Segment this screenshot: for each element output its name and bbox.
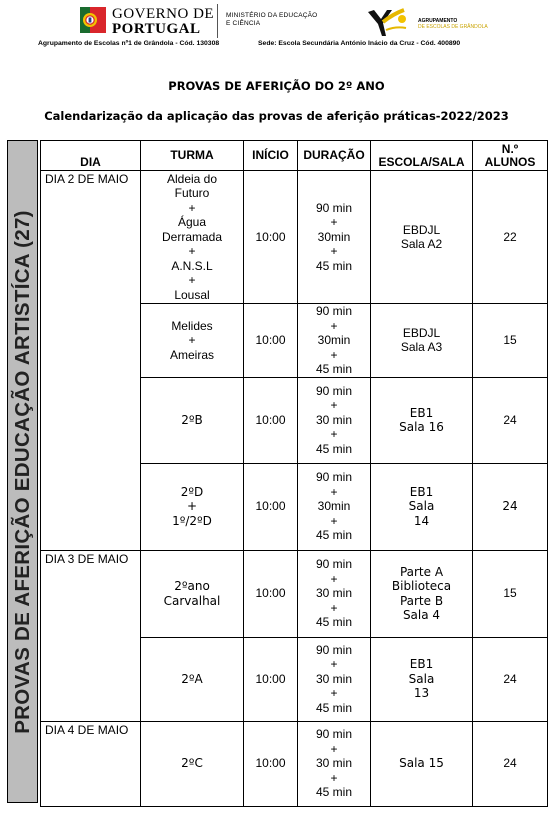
duracao-cell: 90 min + 30 min + 45 min (298, 550, 371, 637)
turma-cell: 2ºB (141, 377, 244, 463)
day-cell: DIA 4 DE MAIO (41, 721, 141, 806)
gov-line-1: GOVERNO DE (112, 6, 215, 22)
table-header-row (41, 141, 548, 171)
col-header-escola-sala: ESCOLA/SALA (371, 141, 473, 171)
duracao-cell: 90 min + 30min + 45 min (298, 171, 371, 304)
duracao-cell: 90 min + 30 min + 45 min (298, 721, 371, 806)
ministry-line-2: E CIÊNCIA (226, 20, 261, 27)
turma-cell: 2ºC (141, 721, 244, 806)
header-divider (217, 4, 218, 38)
col-header-alunos: N.º ALUNOS (473, 141, 548, 171)
school-logo-sub: DE ESCOLAS DE GRÂNDOLA (418, 24, 488, 30)
day-cell: DIA 2 DE MAIO (41, 171, 141, 551)
inicio-cell: 10:00 (244, 377, 298, 463)
escola-sala-cell: EB1 Sala 14 (371, 463, 473, 550)
address-right: Sede: Escola Secundária António Inácio da Cruz - Cód. 400890 (258, 40, 461, 47)
alunos-cell: 22 (473, 171, 548, 304)
escola-sala-cell: Sala 15 (371, 721, 473, 806)
school-logo-name: AGRUPAMENTO (418, 18, 458, 24)
address-left: Agrupamento de Escolas nº1 de Grândola - Cód. 130308 (38, 40, 220, 47)
inicio-cell: 10:00 (244, 721, 298, 806)
turma-cell: 2ºano Carvalhal (141, 550, 244, 637)
escola-sala-cell: EBDJL Sala A2 (371, 171, 473, 304)
school-logo-icon (366, 6, 414, 38)
escola-sala-cell: Parte A Biblioteca Parte B Sala 4 (371, 550, 473, 637)
ministry-line-1: MINISTÉRIO DA EDUCAÇÃO (226, 12, 318, 19)
page-header (0, 0, 553, 52)
table-row (41, 171, 548, 304)
side-label-panel (7, 140, 38, 803)
col-header-duracao: DURAÇÃO (298, 141, 371, 171)
page-subtitle: Calendarização da aplicação das provas de aferição práticas-2022/2023 (44, 109, 509, 123)
page-title: PROVAS DE AFERIÇÃO DO 2º ANO (168, 79, 385, 93)
inicio-cell: 10:00 (244, 304, 298, 378)
gov-line-2: PORTUGAL (112, 21, 201, 37)
col-header-dia: DIA (41, 141, 141, 171)
turma-cell: 2ºD + 1º/2ºD (141, 463, 244, 550)
escola-sala-cell: EBDJL Sala A3 (371, 304, 473, 378)
alunos-cell: 24 (473, 377, 548, 463)
escola-sala-cell: EB1 Sala 16 (371, 377, 473, 463)
duracao-cell: 90 min + 30min + 45 min (298, 304, 371, 378)
duracao-cell: 90 min + 30min + 45 min (298, 463, 371, 550)
alunos-cell: 24 (473, 463, 548, 550)
turma-cell: 2ºA (141, 637, 244, 721)
day-cell: DIA 3 DE MAIO (41, 550, 141, 721)
alunos-cell: 15 (473, 550, 548, 637)
col-header-turma: TURMA (141, 141, 244, 171)
inicio-cell: 10:00 (244, 463, 298, 550)
inicio-cell: 10:00 (244, 637, 298, 721)
duracao-cell: 90 min + 30 min + 45 min (298, 377, 371, 463)
school-logo-text (418, 18, 488, 30)
portugal-emblem-icon (80, 5, 106, 35)
side-label: PROVAS DE AFERIÇÃO EDUCAÇÃO ARTISTÍCA (27) (11, 210, 34, 734)
alunos-cell: 15 (473, 304, 548, 378)
duracao-cell: 90 min + 30 min + 45 min (298, 637, 371, 721)
turma-cell: Aldeia do Futuro + Água Derramada + A.N.S.L + Lousal (141, 171, 244, 304)
alunos-cell: 24 (473, 637, 548, 721)
table-row (41, 721, 548, 806)
alunos-cell: 24 (473, 721, 548, 806)
table-row (41, 550, 548, 637)
ministry-name (226, 12, 317, 28)
col-header-inicio: INÍCIO (244, 141, 298, 171)
escola-sala-cell: EB1 Sala 13 (371, 637, 473, 721)
government-logo-text (112, 7, 214, 37)
inicio-cell: 10:00 (244, 171, 298, 304)
inicio-cell: 10:00 (244, 550, 298, 637)
schedule-table (40, 140, 548, 807)
turma-cell: Melides + Ameiras (141, 304, 244, 378)
